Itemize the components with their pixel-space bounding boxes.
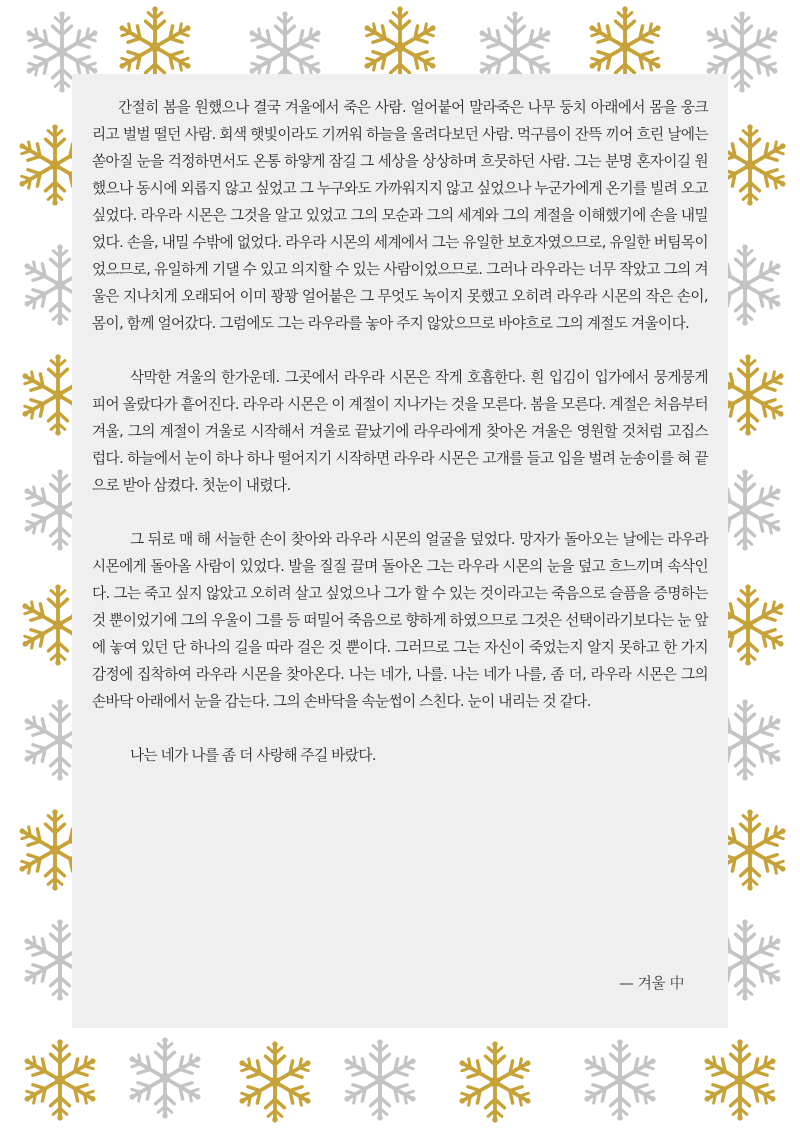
- snowflake-icon: [17, 1037, 103, 1123]
- snowflake-icon: [122, 1035, 208, 1121]
- body-paragraph-2: 삭막한 겨울의 한가운데. 그곳에서 라우라 시몬은 작게 호흡한다. 흰 입김이 입가에서 뭉게뭉게 피어 올랐다가 흩어진다. 라우라 시몬은 이 계절이 지나가는 것을 모른다. 봄을 모른다. 계절은 처음부터 겨울, 그의 계절이 겨울로 시작해서 겨울로 끝났기에 라우라에게 찾아온 겨울은 영원할 것처럼 고집스럽다. 하늘에서 눈이 하나 하나 떨어지기 시작하면 라우라 시몬은 고개를 들고 입을 벌려 눈송이를 혀 끝으로 받아 삼켰다. 첫눈이 내렸다.: [92, 369, 708, 494]
- snowflake-icon: [337, 1037, 423, 1123]
- snowflake-icon: [452, 1039, 538, 1125]
- text-panel: [72, 74, 728, 1028]
- snowflake-icon: [232, 1039, 318, 1125]
- body-paragraph-3: 그 뒤로 매 해 서늘한 손이 찾아와 라우라 시몬의 얼굴을 덮었다. 망자가 돌아오는 날에는 라우라 시몬에게 돌아올 사람이 있었다. 발을 질질 끌며 돌아온 그는 라우라 시몬의 눈을 덮고 흐느끼며 속삭인다. 그는 죽고 싶지 않았고 오히려 살고 싶었으나 그가 할 수 있는 것이라고는 죽음으로 슬픔을 증명하는 것 뿐이었기에 그의 우울이 그를 등 떠밀어 죽음으로 향하게 하였으므로 그것은 선택이라기보다는 눈 앞에 놓여 있던 단 하나의 길을 따라 걸은 것 뿐이다. 그러므로 그는 자신이 죽었는지 알지 못하고 한 가지 감정에 집착하여 라우라 시몬을 찾아온다. 나는 네가, 나를. 나는 네가 나를, 좀 더, 라우라 시몬은 그의 손바닥 아래에서 눈을 감는다. 그의 손바닥을 속눈썹이 스친다. 눈이 내리는 것 같다.: [92, 531, 708, 710]
- snowflake-icon: [577, 1037, 663, 1123]
- snowflake-icon: [697, 1037, 783, 1123]
- body-paragraph-4: 나는 네가 나를 좀 더 사랑해 주길 바랐다.: [130, 747, 376, 764]
- body-paragraph-1: 간절히 봄을 원했으나 결국 겨울에서 죽은 사람. 얼어붙어 말라죽은 나무 둥치 아래에서 몸을 웅크리고 벌벌 떨던 사람. 회색 햇빛이라도 기꺼워 하늘을 올려다보던 사람. 먹구름이 잔뜩 끼어 흐린 날에는 쏟아질 눈을 걱정하면서도 온통 하얗게 잠길 그 세상을 상상하며 흐뭇하던 사람. 그는 분명 혼자이길 원했으나 동시에 외롭지 않고 싶었고 그 누구와도 가까워지지 않고 싶었으나 누군가에게 온기를 빌려 오고 싶었다. 라우라 시몬은 그것을 알고 있었고 그의 모순과 그의 세계와 그의 계절을 이해했기에 손을 내밀었다. 손을, 내밀 수밖에 없었다. 라우라 시몬의 세계에서 그는 유일한 보호자였으므로, 유일한 버팀목이었으므로, 유일하게 기댈 수 있고 의지할 수 있는 사람이었으므로. 그러나 라우라는 너무 작았고 그의 겨울은 지나치게 오래되어 이미 꽝꽝 얼어붙은 그 무엇도 녹이지 못했고 오히려 라우라 시몬의 작은 손이, 몸이, 함께 얼어갔다. 그럼에도 그는 라우라를 놓아 주지 않았으므로 바야흐로 그의 계절도 겨울이다.: [92, 99, 708, 332]
- signature: — 겨울 中: [619, 975, 684, 992]
